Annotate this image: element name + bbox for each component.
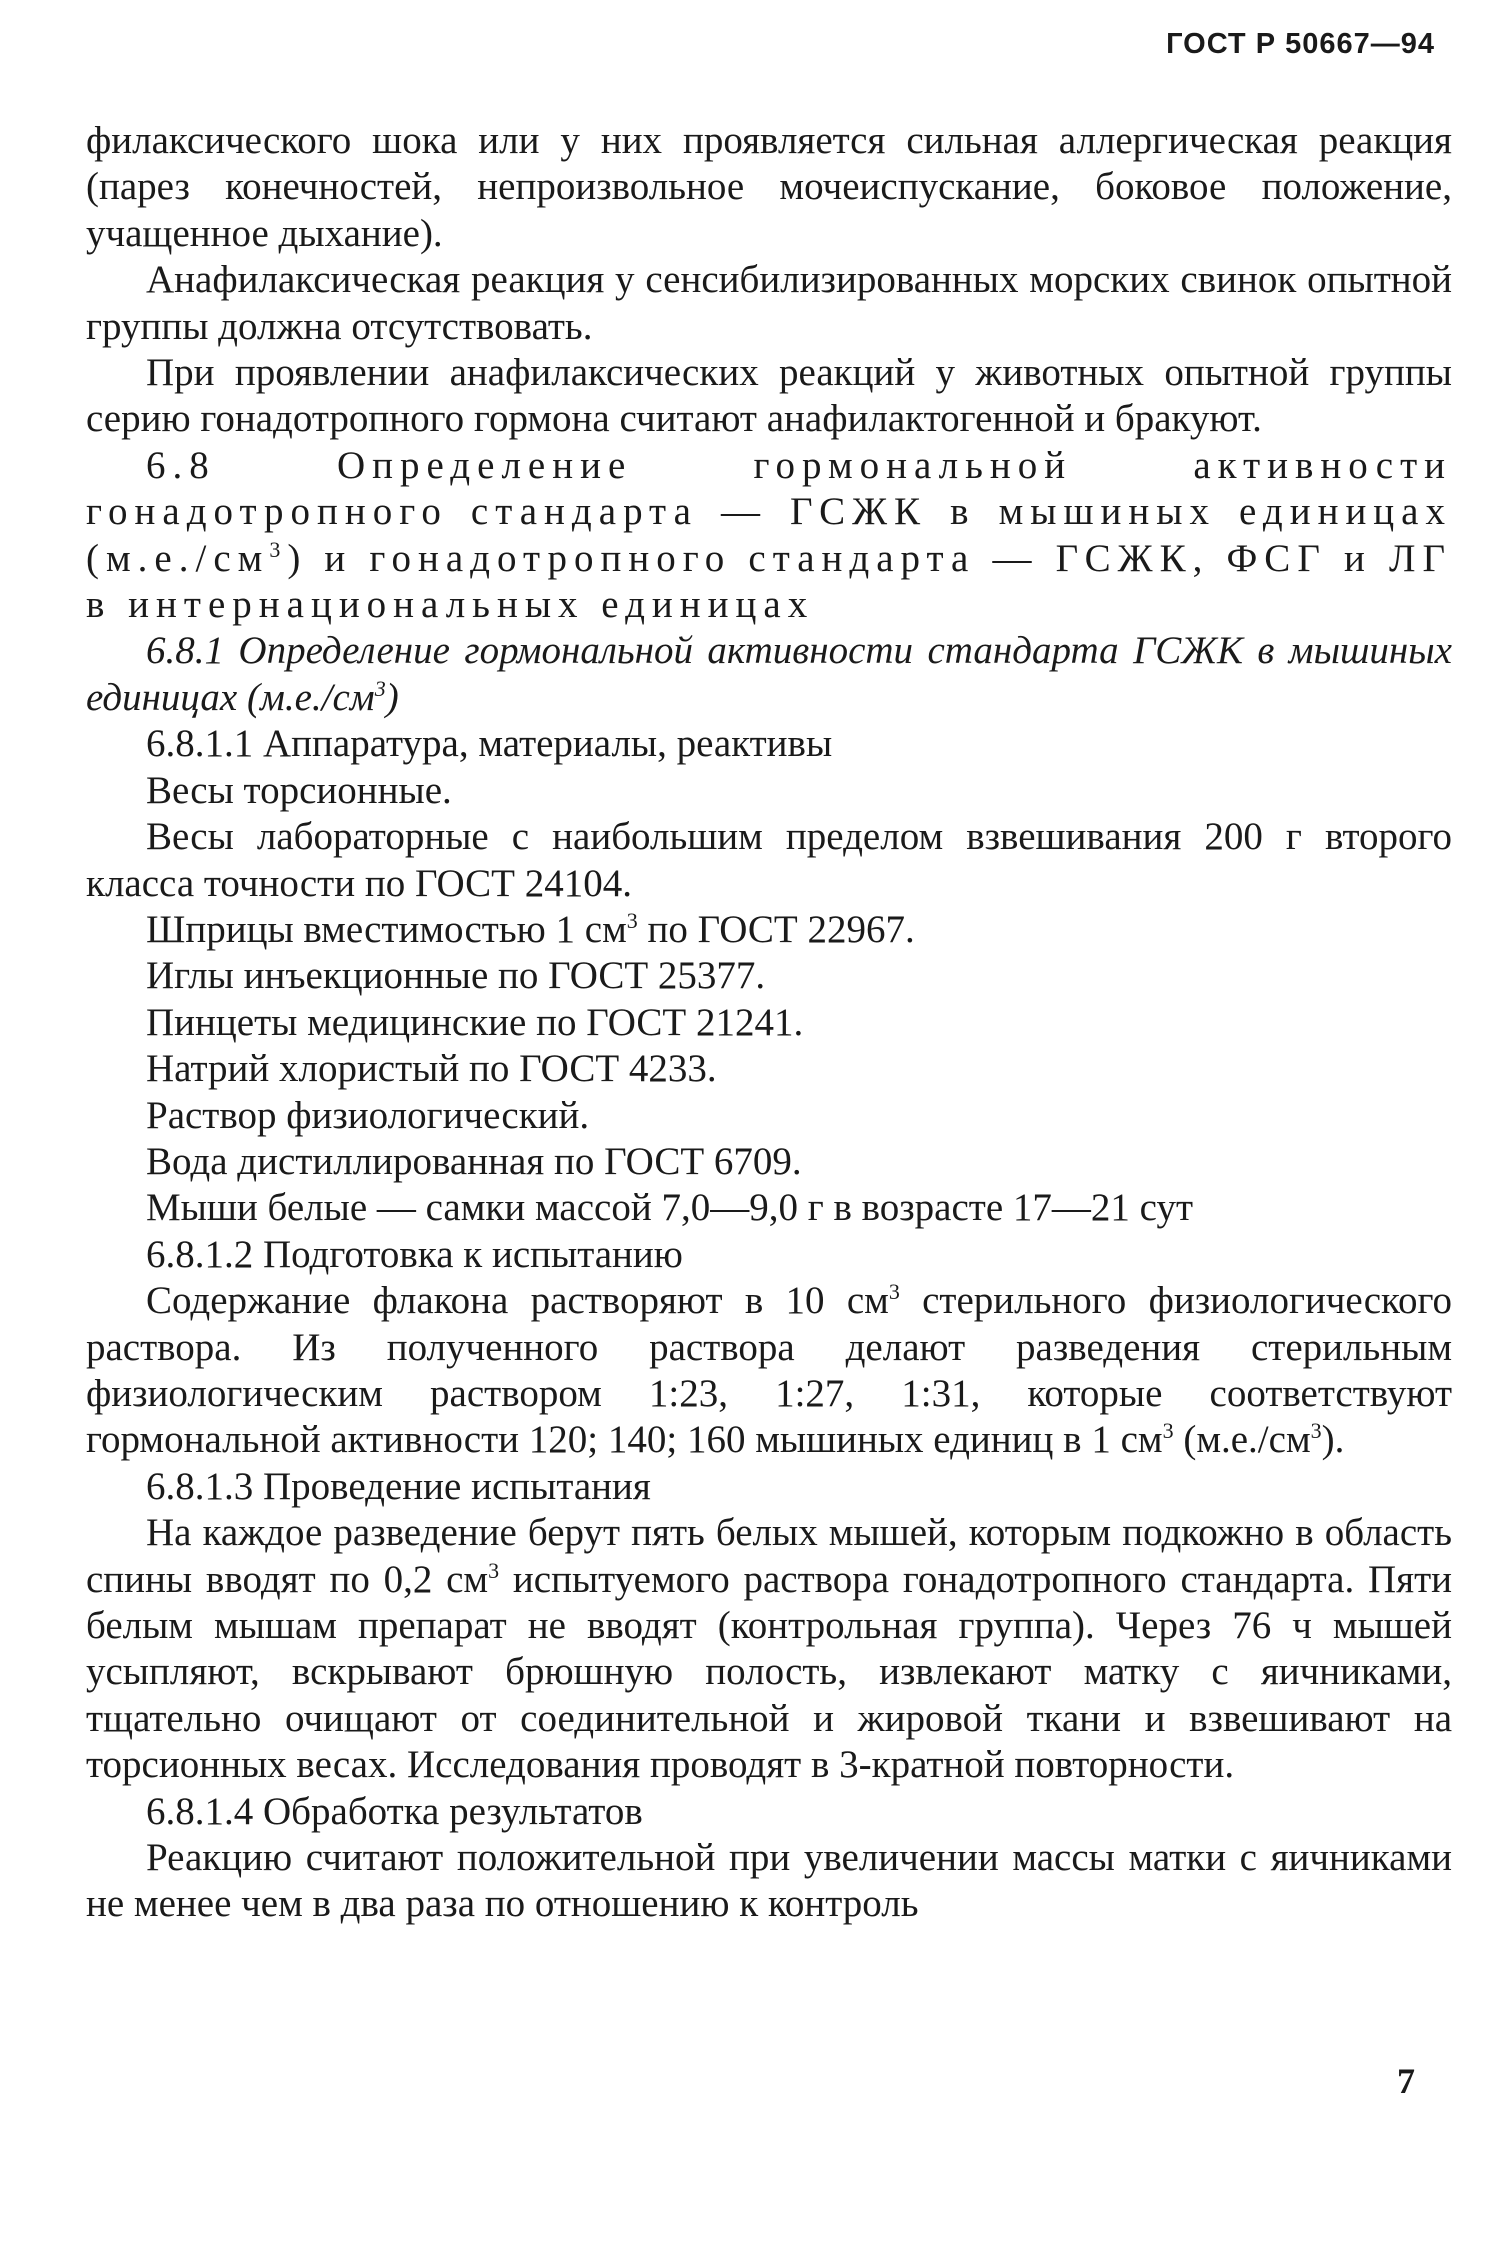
superscript-cubic: 3 bbox=[488, 1557, 500, 1583]
superscript-cubic: 3 bbox=[269, 536, 288, 562]
superscript-cubic: 3 bbox=[374, 675, 386, 701]
paragraph-rejection: При проявлении анафилаксических реакций у животных опытной группы серию гонадотропного гормона считают анафилактогенной и бракуют. bbox=[86, 351, 1452, 441]
superscript-cubic: 3 bbox=[1162, 1418, 1174, 1444]
paragraph-anaphylactic-shock: филаксического шока или у них проявляется сильная аллергическая реакция (парез конечностей, непроизвольное мочеиспускание, боковое положение, учащенное дыхание). bbox=[86, 119, 1452, 255]
paragraph-reaction-absent: Анафилаксическая реакция у сенсибилизированных морских свинок опытной группы должна отсутствовать. bbox=[86, 258, 1452, 348]
section-heading-6-8-1-4: 6.8.1.4 Обработка результатов bbox=[146, 1789, 643, 1833]
section-heading-6-8-1-1: 6.8.1.1 Аппаратура, материалы, реактивы bbox=[146, 722, 833, 766]
superscript-cubic: 3 bbox=[1310, 1418, 1322, 1444]
paragraph-results: Реакцию считают положительной при увеличении массы матки с яичниками не менее чем в два раза по отношению к контроль bbox=[86, 1836, 1452, 1926]
equipment-item: Шприцы вместимостью 1 $см^3$ по ГОСТ 22967. bbox=[146, 907, 915, 951]
equipment-item: Весы торсионные. bbox=[146, 768, 452, 812]
section-heading-6-8-1-3: 6.8.1.3 Проведение испытания bbox=[146, 1464, 651, 1508]
superscript-cubic: 3 bbox=[626, 907, 638, 933]
standard-code-header: ГОСТ Р 50667—94 bbox=[1166, 28, 1435, 60]
equipment-item: Весы лабораторные с наибольшим пределом взвешивания 200 г второго класса точности по ГОСТ 24104. bbox=[86, 815, 1452, 905]
equipment-item: Пинцеты медицинские по ГОСТ 21241. bbox=[146, 1000, 804, 1044]
paragraph-preparation: Содержание флакона растворяют в 10 $см^3$ стерильного физиологического раствора. Из полученного раствора делают разведения стерильным физиологическим раствором 1:23, 1:27, 1:31, которые соответствуют гормональной активности 120; 140; 160 мышиных единиц в 1 $см^3$ $(м.е./см^3)$. bbox=[86, 1279, 1453, 1462]
equipment-item: Натрий хлористый по ГОСТ 4233. bbox=[146, 1047, 717, 1091]
section-heading-6-8: 6.8 Определение гормональной активности гонадотропного стандарта — ГСЖК в мышиных единицах $(м.е./см^3)$ и гонадотропного стандарта — ГСЖК, ФСГ и ЛГ в интернациональных единицах bbox=[86, 443, 1452, 627]
paragraph-procedure: На каждое разведение берут пять белых мышей, которым подкожно в область спины вводят по 0,2 $см^3$ испытуемого раствора гонадотропного стандарта. Пяти белым мышам препарат не вводят (контрольная группа). Через 76 ч мышей усыпляют, вскрывают брюшную полость, извлекают матку с яичниками, тщательно очищают от соединительной и жировой ткани и взвешивают на торсионных весах. Исследования проводят в 3-кратной повторности. bbox=[86, 1511, 1452, 1787]
page-number: 7 bbox=[1397, 2061, 1415, 2101]
equipment-item: Раствор физиологический. bbox=[146, 1093, 590, 1137]
body-text bbox=[86, 118, 1452, 1928]
superscript-cubic: 3 bbox=[888, 1279, 900, 1305]
section-heading-6-8-1-2: 6.8.1.2 Подготовка к испытанию bbox=[146, 1232, 683, 1276]
equipment-item: Мыши белые — самки массой 7,0—9,0 г в возрасте 17—21 сут bbox=[146, 1186, 1193, 1230]
equipment-item: Иглы инъекционные по ГОСТ 25377. bbox=[146, 954, 766, 998]
equipment-item: Вода дистиллированная по ГОСТ 6709. bbox=[146, 1139, 802, 1183]
section-heading-6-8-1: 6.8.1 Определение гормональной активности стандарта ГСЖК в мышиных единицах $(м.е./см^3)$ bbox=[86, 629, 1452, 719]
